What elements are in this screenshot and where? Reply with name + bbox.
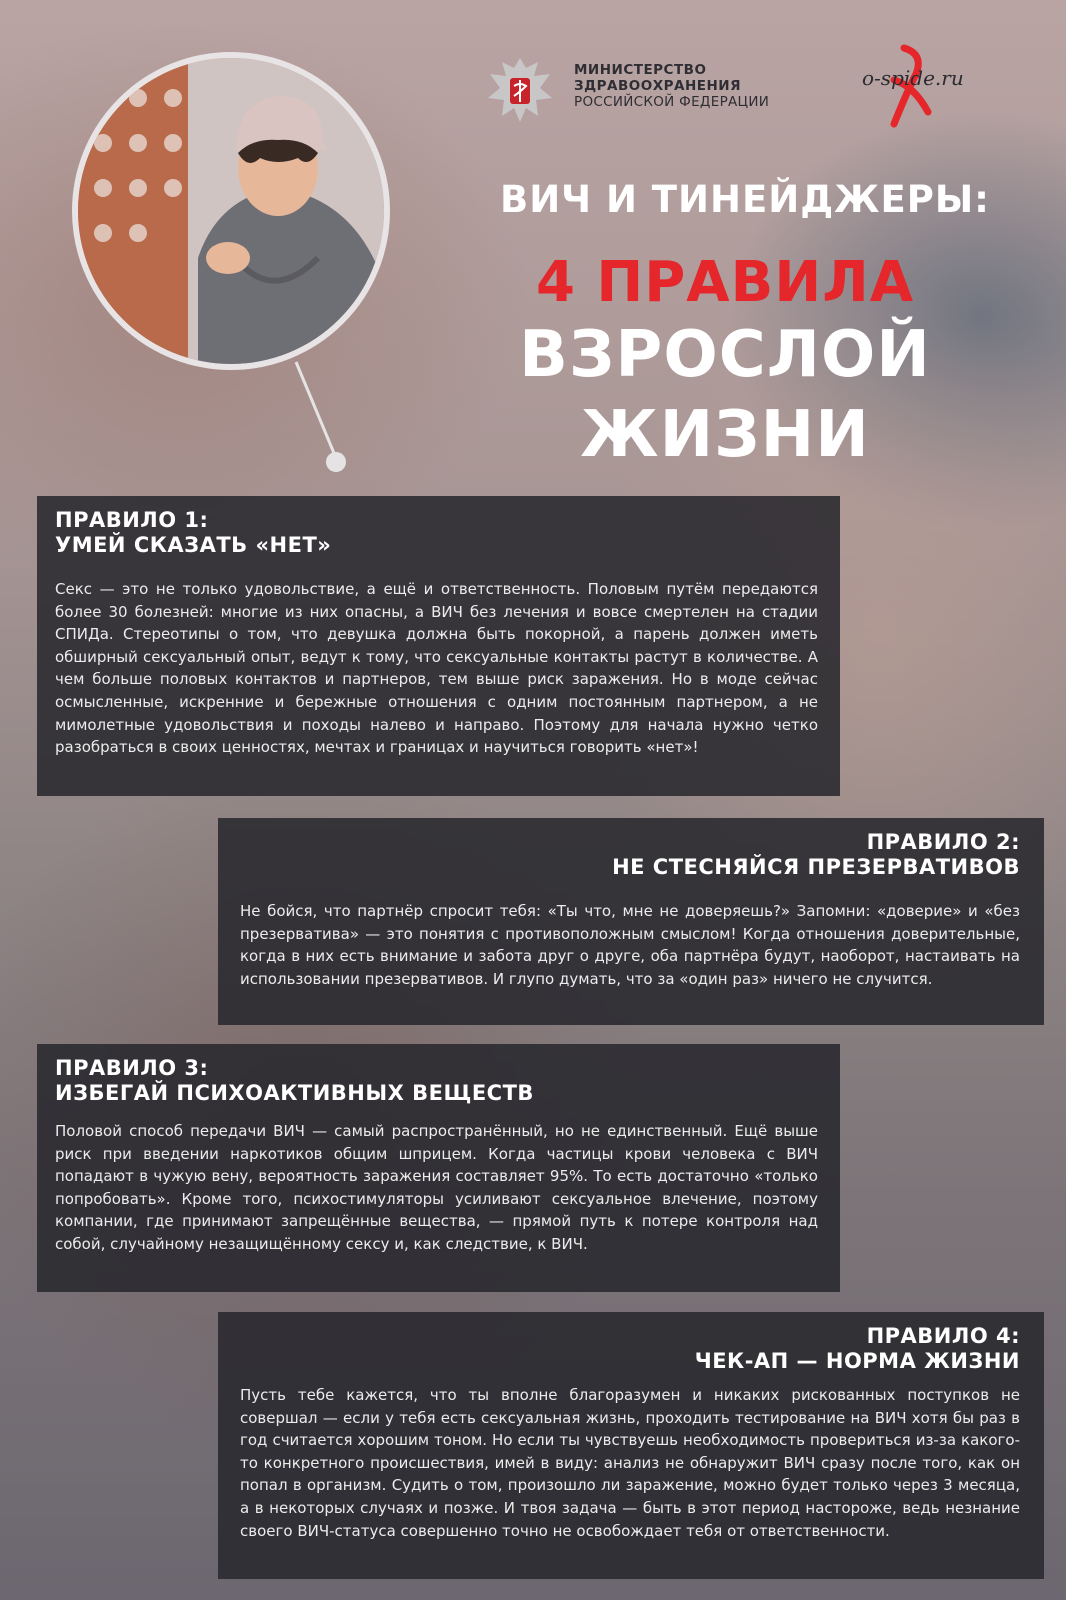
rule-4-number: ПРАВИЛО 4: xyxy=(866,1324,1020,1348)
rule-2-number: ПРАВИЛО 2: xyxy=(866,830,1020,854)
headline-line1: ВИЧ И ТИНЕЙДЖЕРЫ: xyxy=(500,178,990,221)
rule-3-card xyxy=(37,1044,840,1292)
headline-line4: ЖИЗНИ xyxy=(580,398,870,472)
rule-4-card xyxy=(218,1312,1044,1579)
headline-line3: ВЗРОСЛОЙ xyxy=(519,318,931,392)
rule-1-card xyxy=(37,496,840,796)
rule-4-text: Пусть тебе кажется, что ты вполне благоразумен и никаких рискованных поступков не совершал — если у тебя есть сексуальная жизнь, проходить тестирование на ВИЧ хотя бы раз в год считается хорошим тоном. Но если ты чувствуешь необходимость провериться из-за какого-то конкретного происшествия, имей в виду: анализ не обнаружит ВИЧ сразу после того, как он попал в организм. Судить о том, произошло ли заражение, можно будет только через 3 месяца, а в некоторых случаях и позже. И твоя задача — быть в этот период настороже, ведь незнание своего ВИЧ-статуса совершенно точно не освобождает тебя от ответственности. xyxy=(240,1386,1020,1540)
rule-3-text: Половой способ передачи ВИЧ — самый распространённый, но не единственный. Ещё выше риск при введении наркотиков общим шприцем. Когда частицы крови человека с ВИЧ попадают в чужую вену, вероятность заражения составляет 95%. То есть достаточно «только попробовать». Кроме того, психостимуляторы усиливают сексуальное влечение, поэтому компании, где принимают запрещённые вещества, — прямой путь к потере контроля над собой, случайному незащищённому сексу и, как следствие, к ВИЧ. xyxy=(55,1122,818,1253)
ministry-line1: МИНИСТЕРСТВО xyxy=(574,62,707,78)
headline-line2: 4 ПРАВИЛА xyxy=(535,250,915,315)
ministry-line3: РОССИЙСКОЙ ФЕДЕРАЦИИ xyxy=(574,94,770,110)
partner-logo-text: o-spide.ru xyxy=(862,66,964,90)
rule-3-title: ИЗБЕГАЙ ПСИХОАКТИВНЫХ ВЕЩЕСТВ xyxy=(55,1081,534,1105)
ministry-line2: ЗДРАВООХРАНЕНИЯ xyxy=(574,78,741,94)
photo-pointer xyxy=(0,0,400,500)
rule-3-number: ПРАВИЛО 3: xyxy=(55,1056,209,1080)
eagle-emblem-icon xyxy=(482,52,558,128)
ministry-logo xyxy=(482,52,787,128)
rule-2-title: НЕ СТЕСНЯЙСЯ ПРЕЗЕРВАТИВОВ xyxy=(612,855,1020,879)
rule-2-card xyxy=(218,818,1044,1025)
rule-1-title: УМЕЙ СКАЗАТЬ «НЕТ» xyxy=(55,533,332,557)
rule-4-title: ЧЕК-АП — НОРМА ЖИЗНИ xyxy=(694,1349,1020,1373)
rule-1-text: Секс — это не только удовольствие, а ещё и ответственность. Половым путём передаются более 30 болезней: многие из них опасны, а ВИЧ без лечения и вовсе смертелен на стадии СПИДа. Стереотипы о том, что девушка должна быть покорной, а парень должен иметь обширный сексуальный опыт, ведут к тому, что сексуальные контакты растут в количестве. А чем больше половых контактов и партнеров, тем выше риск заражения. Но в моде сейчас осмысленные, искренние и бережные отношения с одним постоянным партнером, а не мимолетные удовольствия и походы налево и направо. Поэтому для начала нужно четко разобраться в своих ценностях, мечтах и границах и научиться говорить «нет»! xyxy=(55,580,818,757)
rule-1-number: ПРАВИЛО 1: xyxy=(55,508,209,532)
rule-2-text: Не бойся, что партнёр спросит тебя: «Ты что, мне не доверяешь?» Запомни: «доверие» и «без презерватива» — это понятия с противоположным смыслом! Когда отношения доверительные, когда в них есть внимание и забота друг о друге, оба партнёра будут, наоборот, настаивать на использовании презервативов. И глупо думать, что за «один раз» ничего не случится. xyxy=(240,902,1020,988)
partner-logo xyxy=(864,44,994,134)
